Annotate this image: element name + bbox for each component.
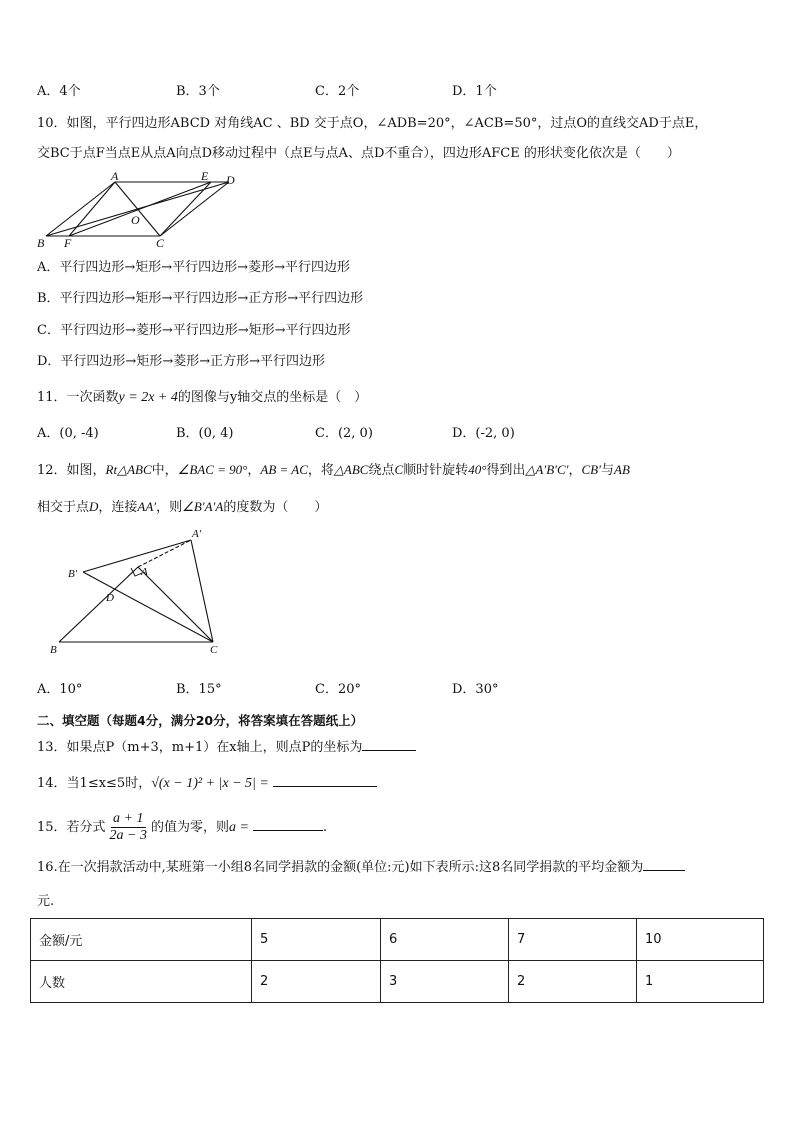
q12-math: △A′B′C′ xyxy=(525,462,569,477)
q10-option-b: B．平行四边形→矩形→平行四边形→正方形→平行四边形 xyxy=(37,291,364,306)
q12-text: ，连接 xyxy=(98,500,138,515)
q15-denominator: 2a − 3 xyxy=(109,828,147,843)
q16-stem-line1 xyxy=(37,858,685,877)
q12-math: C xyxy=(394,462,404,477)
table-cell: 3 xyxy=(381,961,509,1003)
fig12-label-a: A xyxy=(141,566,148,578)
q10-parallelogram-figure xyxy=(36,170,246,250)
q15-numerator: a + 1 xyxy=(113,811,144,826)
q12-text: 顺时针旋转 xyxy=(403,463,469,478)
q16-text: 16.在一次捐款活动中,某班第一小组8名同学捐款的金额(单位:元)如下表所示:这8名同学捐款的平均金额为 xyxy=(37,860,644,875)
q15-answer-blank[interactable] xyxy=(253,818,323,831)
table-cell: 2 xyxy=(252,961,381,1003)
q14-prefix: 14．当1≤x≤5时， xyxy=(37,776,152,791)
q11-stem xyxy=(37,389,367,407)
fig10-label-d: D xyxy=(226,173,235,187)
q16-answer-blank[interactable] xyxy=(643,858,685,871)
section-heading-fill-in: 二、填空题（每题4分，满分20分，将答案填在答题纸上） xyxy=(37,713,364,728)
q11-option-d: D．(-2, 0) xyxy=(452,426,515,441)
table-cell: 5 xyxy=(252,919,381,961)
q12-text: ，则 xyxy=(156,500,183,515)
fig10-label-b: B xyxy=(37,236,45,250)
fig10-label-f: F xyxy=(64,236,72,250)
fig12-label-b: B xyxy=(50,644,57,655)
q15-mid: 的值为零，则 xyxy=(151,820,230,835)
q12-option-b: B．15° xyxy=(176,682,222,697)
q9-option-a: A．4个 xyxy=(37,84,81,99)
table-cell: 10 xyxy=(637,919,764,961)
q12-stem-line2 xyxy=(37,498,327,517)
q15-prefix: 15．若分式 xyxy=(37,820,106,835)
q10-option-d: D．平行四边形→矩形→菱形→正方形→平行四边形 xyxy=(37,354,325,369)
table-cell: 6 xyxy=(381,919,509,961)
q11-suffix: 的图像与y轴交点的坐标是（ ） xyxy=(177,390,368,405)
fig12-label-b1: B′ xyxy=(68,568,78,580)
fig12-label-a1: A′ xyxy=(192,528,202,540)
q9-option-d: D．1个 xyxy=(452,84,497,99)
q12-math: CB′ xyxy=(581,462,601,477)
table-cell: 金额/元 xyxy=(31,919,252,961)
q15-fraction xyxy=(108,811,149,844)
fig10-label-e: E xyxy=(201,170,209,183)
q11-option-b: B．(0, 4) xyxy=(176,426,234,441)
fig10-label-a: A xyxy=(111,170,119,183)
q12-text: 得到出 xyxy=(486,463,526,478)
q12-stem-line1 xyxy=(37,461,630,480)
q12-math: AB = AC xyxy=(260,462,308,477)
q15-stem xyxy=(37,808,327,848)
q12-text: 绕点 xyxy=(368,463,395,478)
q12-text: 与 xyxy=(600,463,614,478)
q14-expression: √(x − 1)² + |x − 5| = xyxy=(151,776,269,791)
q12-option-c: C．20° xyxy=(315,682,361,697)
fig10-label-o: O xyxy=(131,213,140,227)
fig12-label-c: C xyxy=(210,644,218,655)
q11-formula: y = 2x + 4 xyxy=(118,390,178,405)
q13-stem xyxy=(37,738,416,757)
q12-text: 中， xyxy=(151,463,178,478)
q12-text: 12．如图， xyxy=(37,463,106,478)
q12-text: 相交于点 xyxy=(37,500,90,515)
q12-math: AA′ xyxy=(137,499,157,514)
q16-donation-table xyxy=(30,918,764,1003)
q12-math: AB xyxy=(614,462,630,477)
q12-math: D xyxy=(89,499,99,514)
fig10-label-c: C xyxy=(156,236,165,250)
q12-option-d: D．30° xyxy=(452,682,499,697)
q11-prefix: 11．一次函数 xyxy=(37,390,119,405)
q15-variable: a = xyxy=(229,820,249,835)
q10-stem-line2: 交BC于点F当点E从点A向点D移动过程中（点E与点A、点D不重合），四边形AFCE 的形状变化依次是（ ） xyxy=(37,146,680,161)
table-cell: 1 xyxy=(637,961,764,1003)
q13-text: 13．如果点P（m+3，m+1）在x轴上，则点P的坐标为 xyxy=(37,740,363,755)
q12-text: ，将 xyxy=(307,463,334,478)
q12-math: △ABC xyxy=(333,462,369,477)
fig12-label-d: D xyxy=(106,592,114,604)
q11-option-c: C．(2, 0) xyxy=(315,426,373,441)
q14-answer-blank[interactable] xyxy=(273,774,377,787)
q13-answer-blank[interactable] xyxy=(362,738,416,751)
table-row xyxy=(31,961,764,1003)
q12-rotation-figure xyxy=(46,525,226,655)
q10-option-a: A．平行四边形→矩形→平行四边形→菱形→平行四边形 xyxy=(37,260,350,275)
q15-end: . xyxy=(322,820,328,835)
q12-math: ∠BAC = 90° xyxy=(177,462,248,477)
q12-text: 的度数为（ ） xyxy=(223,500,328,515)
q11-option-a: A．(0, -4) xyxy=(37,426,99,441)
q14-stem xyxy=(37,774,377,793)
q12-math: 40° xyxy=(468,462,487,477)
q12-option-a: A．10° xyxy=(37,682,83,697)
table-cell: 7 xyxy=(509,919,637,961)
q9-option-b: B．3个 xyxy=(176,84,220,99)
q16-stem-line2: 元. xyxy=(37,894,55,909)
q12-text: ， xyxy=(568,463,582,478)
q12-math: Rt△ABC xyxy=(105,462,152,477)
table-cell: 人数 xyxy=(31,961,252,1003)
q12-text: ， xyxy=(247,463,261,478)
table-row xyxy=(31,919,764,961)
q10-option-c: C．平行四边形→菱形→平行四边形→矩形→平行四边形 xyxy=(37,323,351,338)
q10-stem-line1: 10．如图，平行四边形ABCD 对角线AC 、BD 交于点O，∠ADB=20°，∠ACB=50°，过点O的直线交AD于点E， xyxy=(37,116,708,131)
q12-math: ∠B′A′A xyxy=(182,499,224,514)
q9-option-c: C．2个 xyxy=(315,84,360,99)
table-cell: 2 xyxy=(509,961,637,1003)
